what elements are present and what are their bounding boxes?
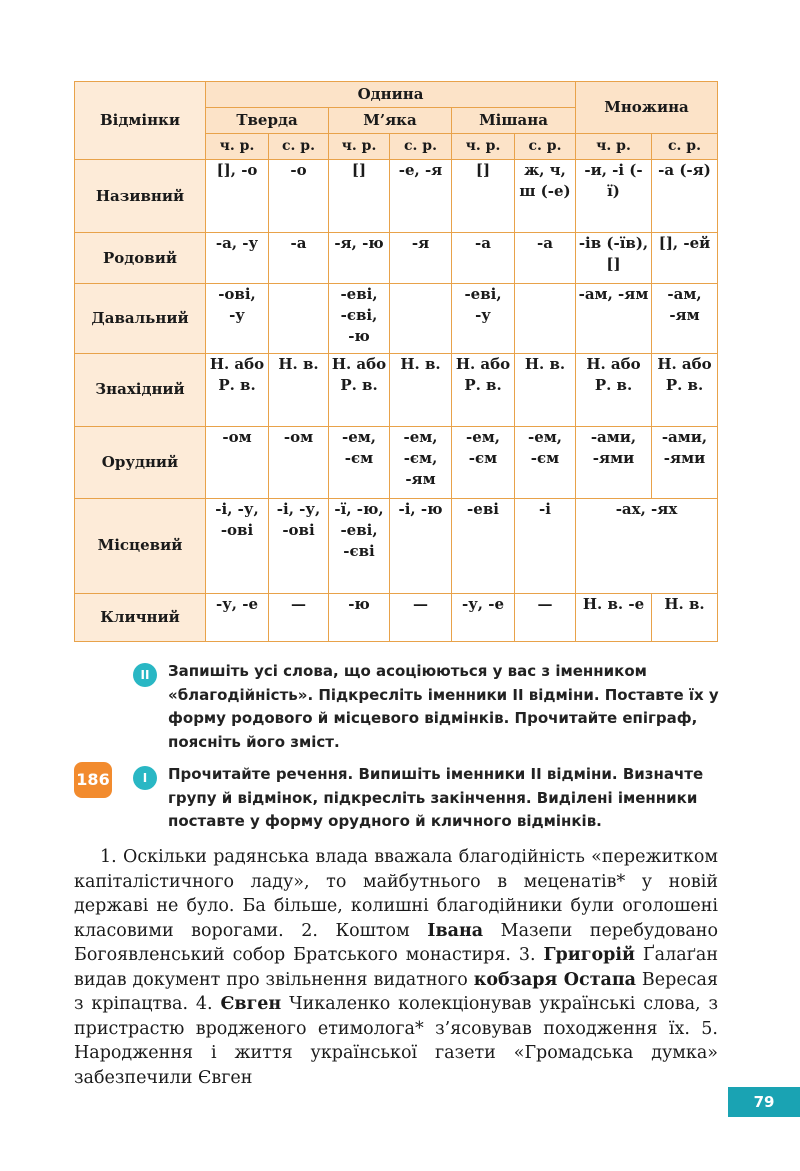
ending-cell: -ові, -у [206, 284, 269, 354]
ending-cell: Н. або Р. в. [452, 354, 515, 426]
table-row [75, 426, 718, 498]
ending-cell: -я, -ю [329, 233, 390, 284]
header-cases: Відмінки [75, 82, 206, 160]
case-label: Знахідний [75, 354, 206, 426]
ending-cell: -ом [206, 426, 269, 498]
declension-table [74, 81, 718, 642]
ending-cell: -ами, -ями [652, 426, 718, 498]
ending-cell: -а [452, 233, 515, 284]
exercise-number-badge: 186 [74, 762, 112, 798]
table-row [75, 354, 718, 426]
ending-cell [269, 284, 329, 354]
ending-cell: [], -ей [652, 233, 718, 284]
ending-cell: -ам, -ям [576, 284, 652, 354]
ending-cell: -ем, -єм [452, 426, 515, 498]
ending-cell: -е, -я [390, 160, 452, 233]
header-gender: с. р. [390, 134, 452, 160]
ending-cell: -ю [329, 593, 390, 641]
highlighted-noun: Івана [427, 920, 484, 941]
text-segment: Вересая з кріпацтва. 4. [74, 969, 718, 1014]
header-gender: ч. р. [329, 134, 390, 160]
ending-cell: -а [269, 233, 329, 284]
ending-cell: -і [515, 498, 576, 593]
ending-cell: -ем, -єм [515, 426, 576, 498]
ending-cell: Н. або Р. в. [652, 354, 718, 426]
task-instruction: Запишіть усі слова, що асоціюються у вас з іменником «благодійність». Підкресліть іменники ІІ відміни. Поставте їх у форму родового й місцевого відмінків. Прочитайте епіграф, поясніть його зміст. [168, 662, 719, 751]
ending-cell: -у, -е [206, 593, 269, 641]
ending-cell: -и, -і (-ї) [576, 160, 652, 233]
ending-cell: -я [390, 233, 452, 284]
header-group-hard: Тверда [206, 108, 329, 134]
header-group-mixed: Мішана [452, 108, 576, 134]
header-gender: с. р. [515, 134, 576, 160]
ending-cell: ж, ч, ш (-е) [515, 160, 576, 233]
ending-cell: Н. в. [515, 354, 576, 426]
text-segment: Мазепи перебудовано Богоявленський собор Братського монастиря. 3. [74, 920, 718, 965]
ending-cell: — [515, 593, 576, 641]
ending-cell [390, 284, 452, 354]
ending-cell: — [269, 593, 329, 641]
exercise-instruction: Прочитайте речення. Випишіть іменники ІІ відміни. Визначте групу й відмінок, підкресліть закінчення. Виділені іменники поставте у форму орудного й кличного відмінків. [168, 765, 704, 830]
ending-cell: Н. або Р. в. [206, 354, 269, 426]
ending-cell: — [390, 593, 452, 641]
ending-cell: -ем, -єм, -ям [390, 426, 452, 498]
table-row [75, 593, 718, 641]
ending-cell: -а, -у [206, 233, 269, 284]
ending-cell: -а [515, 233, 576, 284]
ending-cell: -і, -ю [390, 498, 452, 593]
ending-cell: [], -о [206, 160, 269, 233]
exercise-text [74, 845, 718, 1090]
header-gender: с. р. [652, 134, 718, 160]
ending-cell: -і, -у, -ові [269, 498, 329, 593]
case-label: Давальний [75, 284, 206, 354]
header-group-soft: М’яка [329, 108, 452, 134]
ending-cell: -і, -у, -ові [206, 498, 269, 593]
highlighted-noun: Євген [220, 994, 282, 1014]
text-segment: Чикаленко колекціонував українські слова, з пристрастю вродженого етимолога* з’ясовував походження їх. 5. Народження і життя української газети «Громадська думка» забезпечили Євген [74, 994, 718, 1088]
ending-cell: [] [452, 160, 515, 233]
case-label: Місцевий [75, 498, 206, 593]
table-row [75, 233, 718, 284]
ending-cell: [] [329, 160, 390, 233]
ending-cell: -ем, -єм [329, 426, 390, 498]
header-singular: Однина [206, 82, 576, 108]
table-row [75, 498, 718, 593]
task-level-badge: II [133, 663, 157, 687]
ending-cell: -у, -е [452, 593, 515, 641]
header-plural: Множина [576, 82, 718, 134]
ending-cell: Н. в. [652, 593, 718, 641]
ending-cell [515, 284, 576, 354]
header-gender: с. р. [269, 134, 329, 160]
ending-cell: -ом [269, 426, 329, 498]
ending-cell-plural-merged: -ах, -ях [576, 498, 718, 593]
ending-cell: -еві [452, 498, 515, 593]
ending-cell: -еві, -у [452, 284, 515, 354]
exercise-level-badge: I [133, 766, 157, 790]
case-label: Кличний [75, 593, 206, 641]
table-row [75, 160, 718, 233]
highlighted-noun: кобзаря Остапа [473, 969, 637, 990]
ending-cell: -ами, -ями [576, 426, 652, 498]
ending-cell: -ів (-їв), [] [576, 233, 652, 284]
case-label: Родовий [75, 233, 206, 284]
text-segment: 1. Оскільки радянська влада вважала благодійність «пережитком капіталістичного ладу», то майбутнього в меценатів* у новій державі не було. Ба більше, колишні благодійники були оголошені класовими ворогами. 2. Коштом [74, 847, 718, 941]
ending-cell: Н. або Р. в. [329, 354, 390, 426]
ending-cell: Н. або Р. в. [576, 354, 652, 426]
case-label: Орудний [75, 426, 206, 498]
ending-cell: Н. в. [269, 354, 329, 426]
text-segment: Ґалаґан видав документ про звільнення видатного [74, 945, 718, 990]
ending-cell: Н. в. [390, 354, 452, 426]
ending-cell: -о [269, 160, 329, 233]
ending-cell: -ам, -ям [652, 284, 718, 354]
table-row [75, 284, 718, 354]
header-gender: ч. р. [452, 134, 515, 160]
highlighted-noun: Григорій [543, 945, 635, 965]
ending-cell: -а (-я) [652, 160, 718, 233]
ending-cell: -еві, -єві, -ю [329, 284, 390, 354]
ending-cell: -ї, -ю, -еві, -єві [329, 498, 390, 593]
header-gender: ч. р. [576, 134, 652, 160]
ending-cell: Н. в. -е [576, 593, 652, 641]
page-number: 79 [728, 1087, 800, 1117]
case-label: Називний [75, 160, 206, 233]
header-gender: ч. р. [206, 134, 269, 160]
